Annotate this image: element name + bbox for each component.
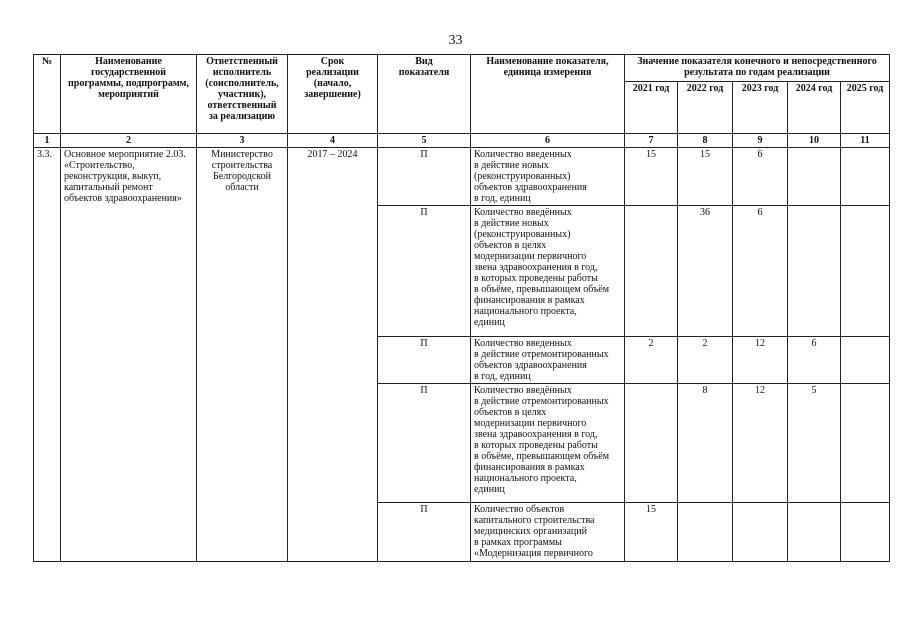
header-year: 2021 год [625, 82, 678, 134]
indicator-kind: П [378, 503, 471, 562]
header-year: 2024 год [788, 82, 841, 134]
value-cell [841, 384, 890, 503]
indicator-kind: П [378, 337, 471, 384]
value-cell: 15 [678, 148, 733, 206]
value-cell [841, 337, 890, 384]
value-cell: 6 [788, 337, 841, 384]
value-cell [678, 503, 733, 562]
column-number: 10 [788, 134, 841, 148]
header-indicator: Наименование показателя, единица измерения [471, 55, 625, 134]
header-responsible: Ответственный исполнитель (соисполнитель, участник), ответственный за реализацию [197, 55, 288, 134]
value-cell: 36 [678, 206, 733, 337]
value-cell [841, 503, 890, 562]
value-cell: 5 [788, 384, 841, 503]
header-kind: Вид показателя [378, 55, 471, 134]
measure-name: Основное мероприятие 2.03. «Строительство, реконструкция, выкуп, капитальный ремонт объектов здравоохранения» [61, 148, 197, 562]
indicator-name: Количество введенных в действие отремонтированных объектов здравоохранения в год, единиц [471, 337, 625, 384]
header-values-group: Значение показателя конечного и непосредственного результата по годам реализации [625, 55, 890, 82]
measure-responsible: Министерство строительства Белгородской области [197, 148, 288, 562]
table-row [34, 148, 890, 206]
measure-term: 2017 – 2024 [288, 148, 378, 562]
value-cell [788, 206, 841, 337]
header-name: Наименование государственной программы, подпрограмм, мероприятий [61, 55, 197, 134]
measure-number: 3.3. [34, 148, 61, 562]
column-number: 11 [841, 134, 890, 148]
value-cell [625, 384, 678, 503]
header-term: Срок реализации (начало, завершение) [288, 55, 378, 134]
value-cell: 12 [733, 337, 788, 384]
value-cell [788, 148, 841, 206]
value-cell: 15 [625, 148, 678, 206]
value-cell: 12 [733, 384, 788, 503]
header-no: № [34, 55, 61, 134]
value-cell: 6 [733, 148, 788, 206]
column-number: 1 [34, 134, 61, 148]
column-number: 6 [471, 134, 625, 148]
column-number: 4 [288, 134, 378, 148]
value-cell [625, 206, 678, 337]
indicator-name: Количество введённых в действие новых (реконструированных) объектов в целях модернизации первичного звена здравоохранения в год, в которых проведены работы в объёме, превышающем объём финансирования в рамках национального проекта, единиц [471, 206, 625, 337]
indicators-table [33, 54, 890, 562]
indicator-kind: П [378, 384, 471, 503]
column-number: 9 [733, 134, 788, 148]
value-cell: 2 [625, 337, 678, 384]
value-cell [733, 503, 788, 562]
column-number: 5 [378, 134, 471, 148]
value-cell: 2 [678, 337, 733, 384]
column-number: 2 [61, 134, 197, 148]
column-number: 8 [678, 134, 733, 148]
value-cell: 8 [678, 384, 733, 503]
indicator-name: Количество введённых в действие отремонтированных объектов в целях модернизации первичного звена здравоохранения в год, в которых проведены работы в объёме, превышающем объём финансирования в рамках национального проекта, единиц [471, 384, 625, 503]
header-year: 2023 год [733, 82, 788, 134]
indicator-name: Количество объектов капитального строительства медицинских организаций в рамках программы «Модернизация первичного [471, 503, 625, 562]
indicator-kind: П [378, 206, 471, 337]
indicator-name: Количество введенных в действие новых (реконструированных) объектов здравоохранения в год, единиц [471, 148, 625, 206]
header-year: 2025 год [841, 82, 890, 134]
value-cell [788, 503, 841, 562]
value-cell: 15 [625, 503, 678, 562]
column-number: 3 [197, 134, 288, 148]
value-cell [841, 206, 890, 337]
value-cell [841, 148, 890, 206]
value-cell: 6 [733, 206, 788, 337]
indicator-kind: П [378, 148, 471, 206]
column-number: 7 [625, 134, 678, 148]
header-year: 2022 год [678, 82, 733, 134]
page-number: 33 [448, 33, 463, 48]
